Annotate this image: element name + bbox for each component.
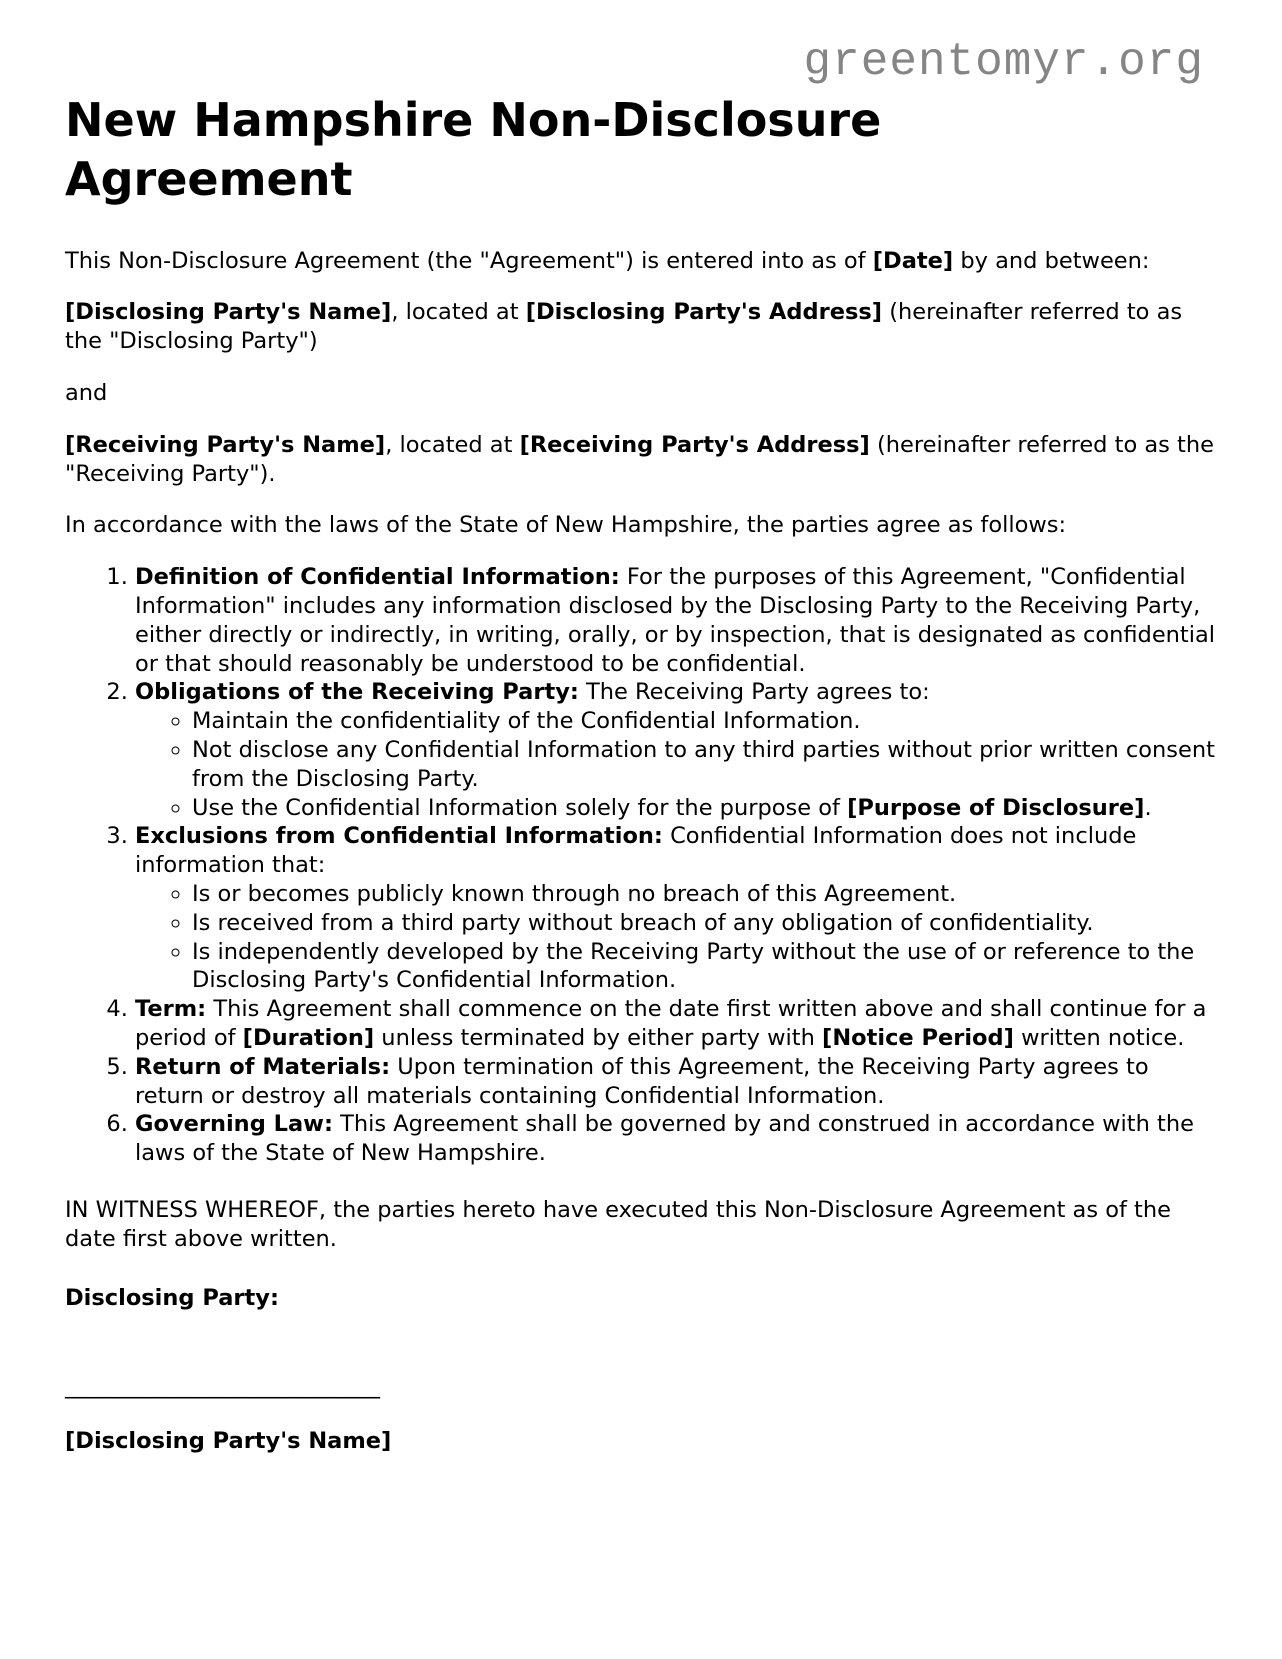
clause-definition: 1. Definition of Confidential Information: For the purposes of this Agreement, "Confidential Information" includes any information disclosed by the Disclosing Party to the Receiving Party, either directly or indirectly, in writing, orally, or by inspection, that is designated as confidential or that should reasonably be understood to be confidential.: [135, 563, 1216, 678]
witness-paragraph: IN WITNESS WHEREOF, the parties hereto have executed this Non-Disclosure Agreement as of the date first above written.: [65, 1196, 1171, 1252]
list-item: ◦ Not disclose any Confidential Information to any third parties without prior written consent from the Disclosing Party.: [192, 736, 1216, 794]
paragraph-preamble: This Non-Disclosure Agreement (the "Agreement") is entered into as of [Date] by and between:: [65, 247, 1150, 274]
clause-governing-law: 6. Governing Law: This Agreement shall be governed by and construed in accordance with the laws of the State of New Hampshire.: [135, 1110, 1216, 1168]
list-item: ◦ Maintain the confidentiality of the Confidential Information.: [192, 707, 1216, 736]
document-title: New Hampshire Non-Disclosure Agreement: [65, 92, 882, 206]
disclosing-party-name: [Disclosing Party's Name]: [65, 1428, 392, 1455]
watermark-text: greentomyr.org: [803, 36, 1204, 88]
clause-term: 4. Term: This Agreement shall commence on the date first written above and shall continue for a period of [Duration] unless terminated by either party with [Notice Period] written notice.: [135, 995, 1216, 1053]
clauses-list: [65, 563, 1216, 1168]
clause-exclusions: [135, 822, 1216, 995]
clause-return-of-materials: 5. Return of Materials: Upon termination of this Agreement, the Receiving Party agrees to return or destroy all materials containing Confidential Information.: [135, 1053, 1216, 1111]
paragraph-and: and: [65, 380, 108, 407]
list-item: ◦ Is independently developed by the Receiving Party without the use of or reference to the Disclosing Party's Confidential Information.: [192, 938, 1216, 996]
clause-obligations-text: Obligations of the Receiving Party: The Receiving Party agrees to:: [135, 679, 930, 706]
disclosing-party-label: Disclosing Party:: [65, 1284, 279, 1311]
paragraph-agree-as-follows: In accordance with the laws of the State of New Hampshire, the parties agree as follows:: [65, 512, 1067, 539]
clause-obligations: [135, 678, 1216, 822]
exclusions-sub-list: [135, 880, 1216, 995]
obligations-sub-list: [135, 707, 1216, 822]
paragraph-disclosing-party: [Disclosing Party's Name], located at [Disclosing Party's Address] (hereinafter referred to as the "Disclosing Party"): [65, 299, 1183, 355]
signature-line: ____________________________: [65, 1373, 380, 1400]
list-item: ◦ Is or becomes publicly known through no breach of this Agreement.: [192, 880, 1216, 909]
paragraph-receiving-party: [Receiving Party's Name], located at [Receiving Party's Address] (hereinafter referred to as the "Receiving Party").: [65, 431, 1214, 487]
list-item: ◦ Is received from a third party without breach of any obligation of confidentiality.: [192, 909, 1216, 938]
clause-exclusions-text: Exclusions from Confidential Information: Confidential Information does not include information that:: [135, 823, 1137, 879]
list-item: ◦ Use the Confidential Information solely for the purpose of [Purpose of Disclosure].: [192, 794, 1216, 823]
